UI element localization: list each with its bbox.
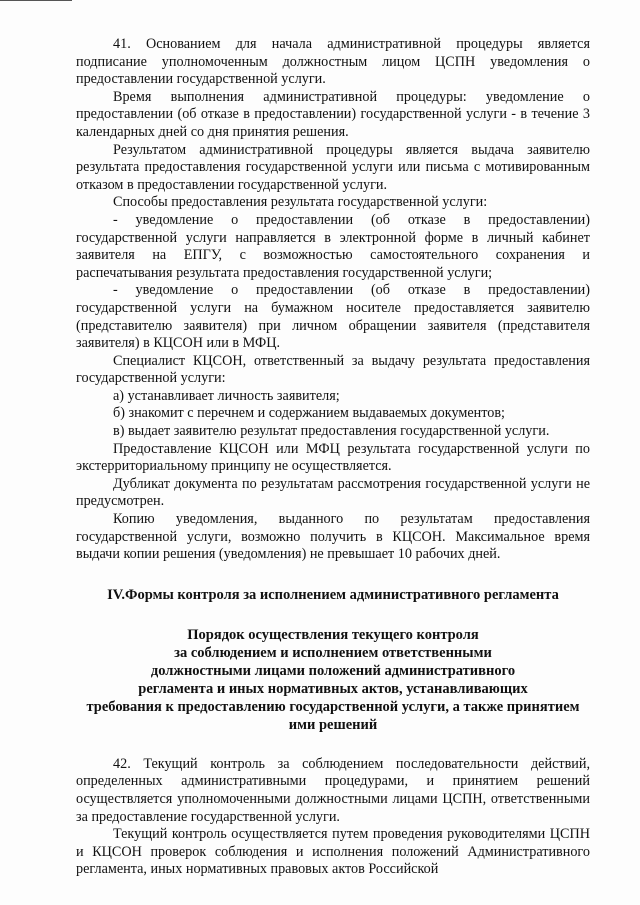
subheading-line: должностными лицами положений административного: [150, 662, 516, 679]
subheading: [76, 626, 590, 734]
paragraph-41: 41. Основанием для начала административной процедуры является подписание уполномоченным должностным лицом ЦСПН уведомления о предоставлении государственной услуги.: [76, 36, 590, 88]
paragraph-control: Текущий контроль осуществляется путем проведения руководителями ЦСПН и КЦСОН проверок соблюдения и исполнения положений Административного регламента, иных нормативных правовых актов Российской: [76, 826, 590, 878]
subheading-line: Порядок осуществления текущего контроля: [187, 626, 479, 643]
document-body: [76, 36, 590, 879]
subheading-line: регламента и иных нормативных актов, устанавливающих: [138, 680, 528, 697]
paragraph-extraterritorial: Предоставление КЦСОН или МФЦ результата государственной услуги по экстерриториальному принципу не осуществляется.: [76, 440, 590, 475]
paragraph-copy: Копию уведомления, выданного по результатам предоставления государственной услуги, возможно получить в КЦСОН. Максимальное время выдачи копии решения (уведомления) не превышает 10 рабочих дней.: [76, 511, 590, 563]
paragraph-result: Результатом административной процедуры является выдача заявителю результата предоставления государственной услуги или письма с мотивированным отказом в предоставлении государственной услуги.: [76, 141, 590, 193]
paragraph-paper: - уведомление о предоставлении (об отказе в предоставлении) государственной услуги на бумажном носителе предоставляется заявителю (представителю заявителя) при личном обращении заявителя (представителя заявителя) в КЦСОН или в МФЦ.: [76, 282, 590, 352]
paragraph-duration: Время выполнения административной процедуры: уведомление о предоставлении (об отказе в предоставлении) государственной услуги - в течение 3 календарных дней со дня принятия решения.: [76, 88, 590, 140]
list-item-c: в) выдает заявителю результат предоставления государственной услуги.: [113, 423, 550, 440]
paragraph-duplicate: Дубликат документа по результатам рассмотрения государственной услуги не предусмотрен.: [76, 475, 590, 510]
paragraph-42: 42. Текущий контроль за соблюдением последовательности действий, определенных административными процедурами, и принятием решений осуществляется уполномоченными должностными лицами ЦСПН, ответственными за предоставление государственной услуги.: [76, 755, 590, 825]
subheading-line: требования к предоставлению государственной услуги, а также принятием: [86, 698, 580, 715]
section-heading: IV.Формы контроля за исполнением административного регламента: [107, 586, 559, 603]
scan-edge-line: [0, 0, 72, 1]
paragraph-methods: Способы предоставления результата государственной услуги:: [113, 194, 488, 211]
list-item-b: б) знакомит с перечнем и содержанием выдаваемых документов;: [113, 405, 505, 422]
paragraph-electronic: - уведомление о предоставлении (об отказе в предоставлении) государственной услуги направляется в электронной форме в личный кабинет заявителя на ЕПГУ, с возможностью самостоятельного сохранения и распечатывания результата предоставления государственной услуги;: [76, 211, 590, 281]
subheading-line: ими решений: [288, 716, 378, 733]
paragraph-specialist: Специалист КЦСОН, ответственный за выдачу результата предоставления государственной услуги:: [76, 352, 590, 387]
list-item-a: а) устанавливает личность заявителя;: [113, 387, 340, 404]
subheading-line: за соблюдением и исполнением ответственными: [174, 644, 492, 661]
